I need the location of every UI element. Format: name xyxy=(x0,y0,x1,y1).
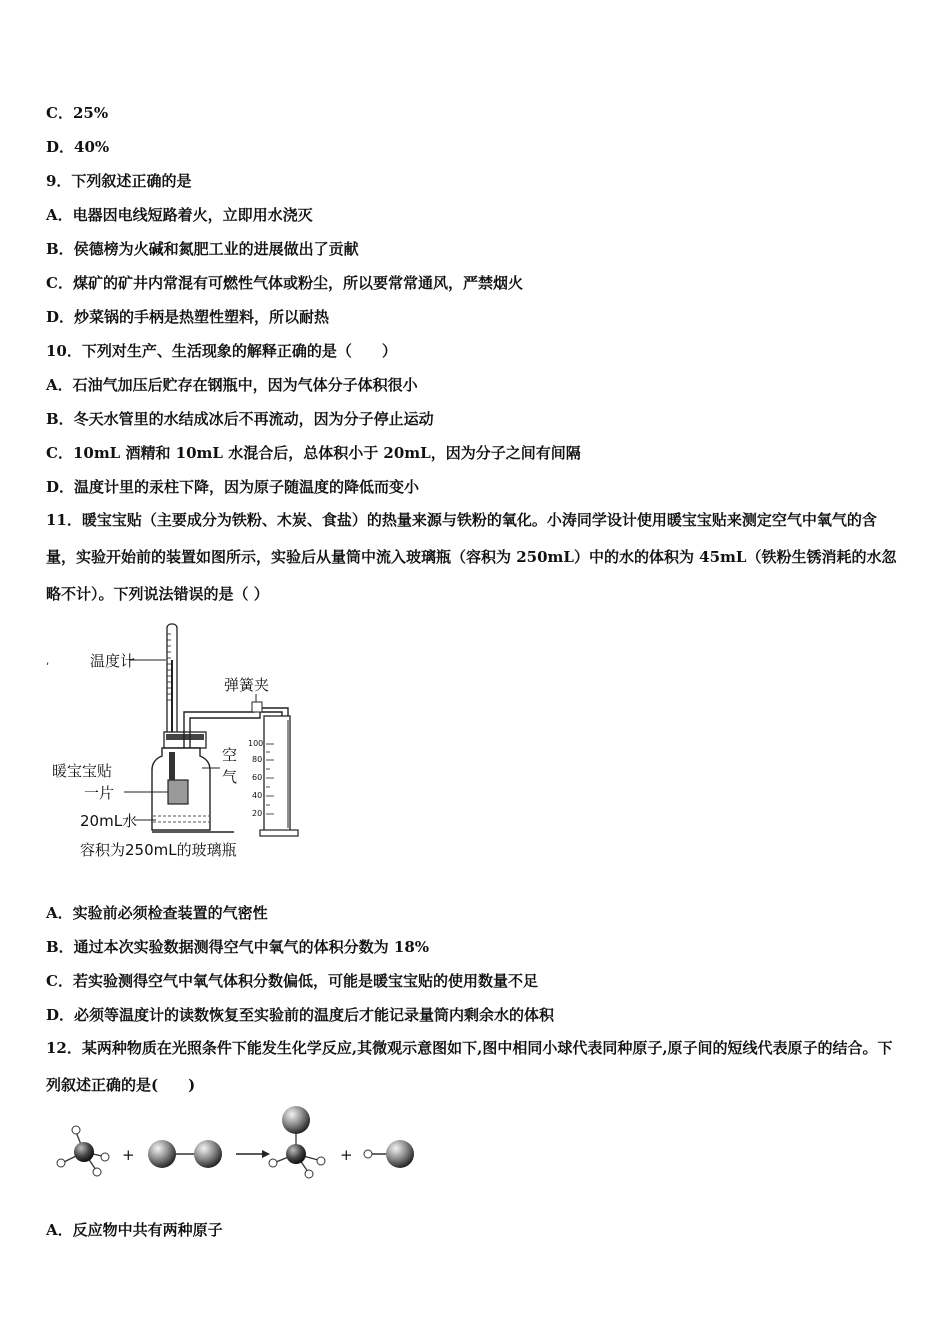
plus-sign-1: + xyxy=(122,1146,135,1164)
question-10-option-a: A．石油气加压后贮存在钢瓶中，因为气体分子体积很小 xyxy=(46,376,418,394)
tick-label: 80 xyxy=(252,755,263,764)
pad-label-2: 一片 xyxy=(84,784,115,802)
question-10-option-d: D．温度计里的汞柱下降，因为原子随温度的降低而变小 xyxy=(46,478,420,496)
question-9: 9．下列叙述正确的是 xyxy=(46,172,192,190)
question-12-option-a: A．反应物中共有两种原子 xyxy=(46,1221,223,1239)
tick-label: 60 xyxy=(252,773,263,782)
svg-text:,: , xyxy=(46,656,50,667)
question-10-option-c: C．10mL 酒精和 10mL 水混合后，总体积小于 20mL，因为分子之间有间隔 xyxy=(46,444,581,462)
tick-label: 40 xyxy=(252,791,263,800)
question-12: 12．某两种物质在光照条件下能发生化学反应,其微观示意图如下,图中相同小球代表同种原子,原子间的短线代表原子的结合。下列叙述正确的是( ) xyxy=(46,1039,893,1094)
apparatus-figure xyxy=(44,620,314,870)
question-10-option-b: B．冬天水管里的水结成冰后不再流动，因为分子停止运动 xyxy=(46,410,434,428)
bottle-label: 容积为250mL的玻璃瓶 xyxy=(80,841,237,859)
air-label-1: 空 xyxy=(222,746,238,764)
question-9-option-b: B．侯德榜为火碱和氮肥工业的进展做出了贡献 xyxy=(46,240,359,258)
tick-label: 20 xyxy=(252,809,263,818)
question-11-option-a: A．实验前必须检查装置的气密性 xyxy=(46,904,268,922)
water-label: 20mL水 xyxy=(80,812,138,830)
tick-label: 100 xyxy=(248,739,264,748)
thermometer-label: 温度计 xyxy=(90,652,136,670)
reaction-arrow xyxy=(236,1150,270,1158)
pad-label-1: 暖宝宝贴 xyxy=(52,762,113,780)
product-molecule-1 xyxy=(269,1106,325,1178)
molecule-reaction-figure xyxy=(50,1104,422,1188)
question-11: 11．暖宝宝贴（主要成分为铁粉、木炭、食盐）的热量来源与铁粉的氧化。小涛同学设计使用暖宝宝贴来测定空气中氧气的含量，实验开始前的装置如图所示，实验后从量筒中流入玻璃瓶（容积为 250mL）中的水的体积为 45mL（铁粉生锈消耗的水忽略不计）。下列说法错误的是（ ） xyxy=(46,511,897,603)
plus-sign-2: + xyxy=(340,1146,353,1164)
cylinder-scale xyxy=(248,739,263,818)
reactant-molecule-1 xyxy=(57,1126,109,1176)
question-11-option-b: B．通过本次实验数据测得空气中氧气的体积分数为 18% xyxy=(46,938,430,956)
question-9-option-a: A．电器因电线短路着火，立即用水浇灭 xyxy=(46,206,313,224)
question-10: 10．下列对生产、生活现象的解释正确的是（ ） xyxy=(46,342,397,360)
clamp-label: 弹簧夹 xyxy=(224,676,270,694)
option-c-prev: C．25% xyxy=(46,104,109,122)
question-9-option-c: C．煤矿的矿井内常混有可燃性气体或粉尘，所以要常常通风，严禁烟火 xyxy=(46,274,523,292)
question-11-option-c: C．若实验测得空气中氧气体积分数偏低，可能是暖宝宝贴的使用数量不足 xyxy=(46,972,538,990)
option-d-prev: D．40% xyxy=(46,138,110,156)
product-molecule-2 xyxy=(364,1140,414,1168)
question-11-option-d: D．必须等温度计的读数恢复至实验前的温度后才能记录量筒内剩余水的体积 xyxy=(46,1006,555,1024)
question-9-option-d: D．炒菜锅的手柄是热塑性塑料，所以耐热 xyxy=(46,308,330,326)
reactant-molecule-2 xyxy=(148,1140,222,1168)
air-label-2: 气 xyxy=(222,768,238,786)
